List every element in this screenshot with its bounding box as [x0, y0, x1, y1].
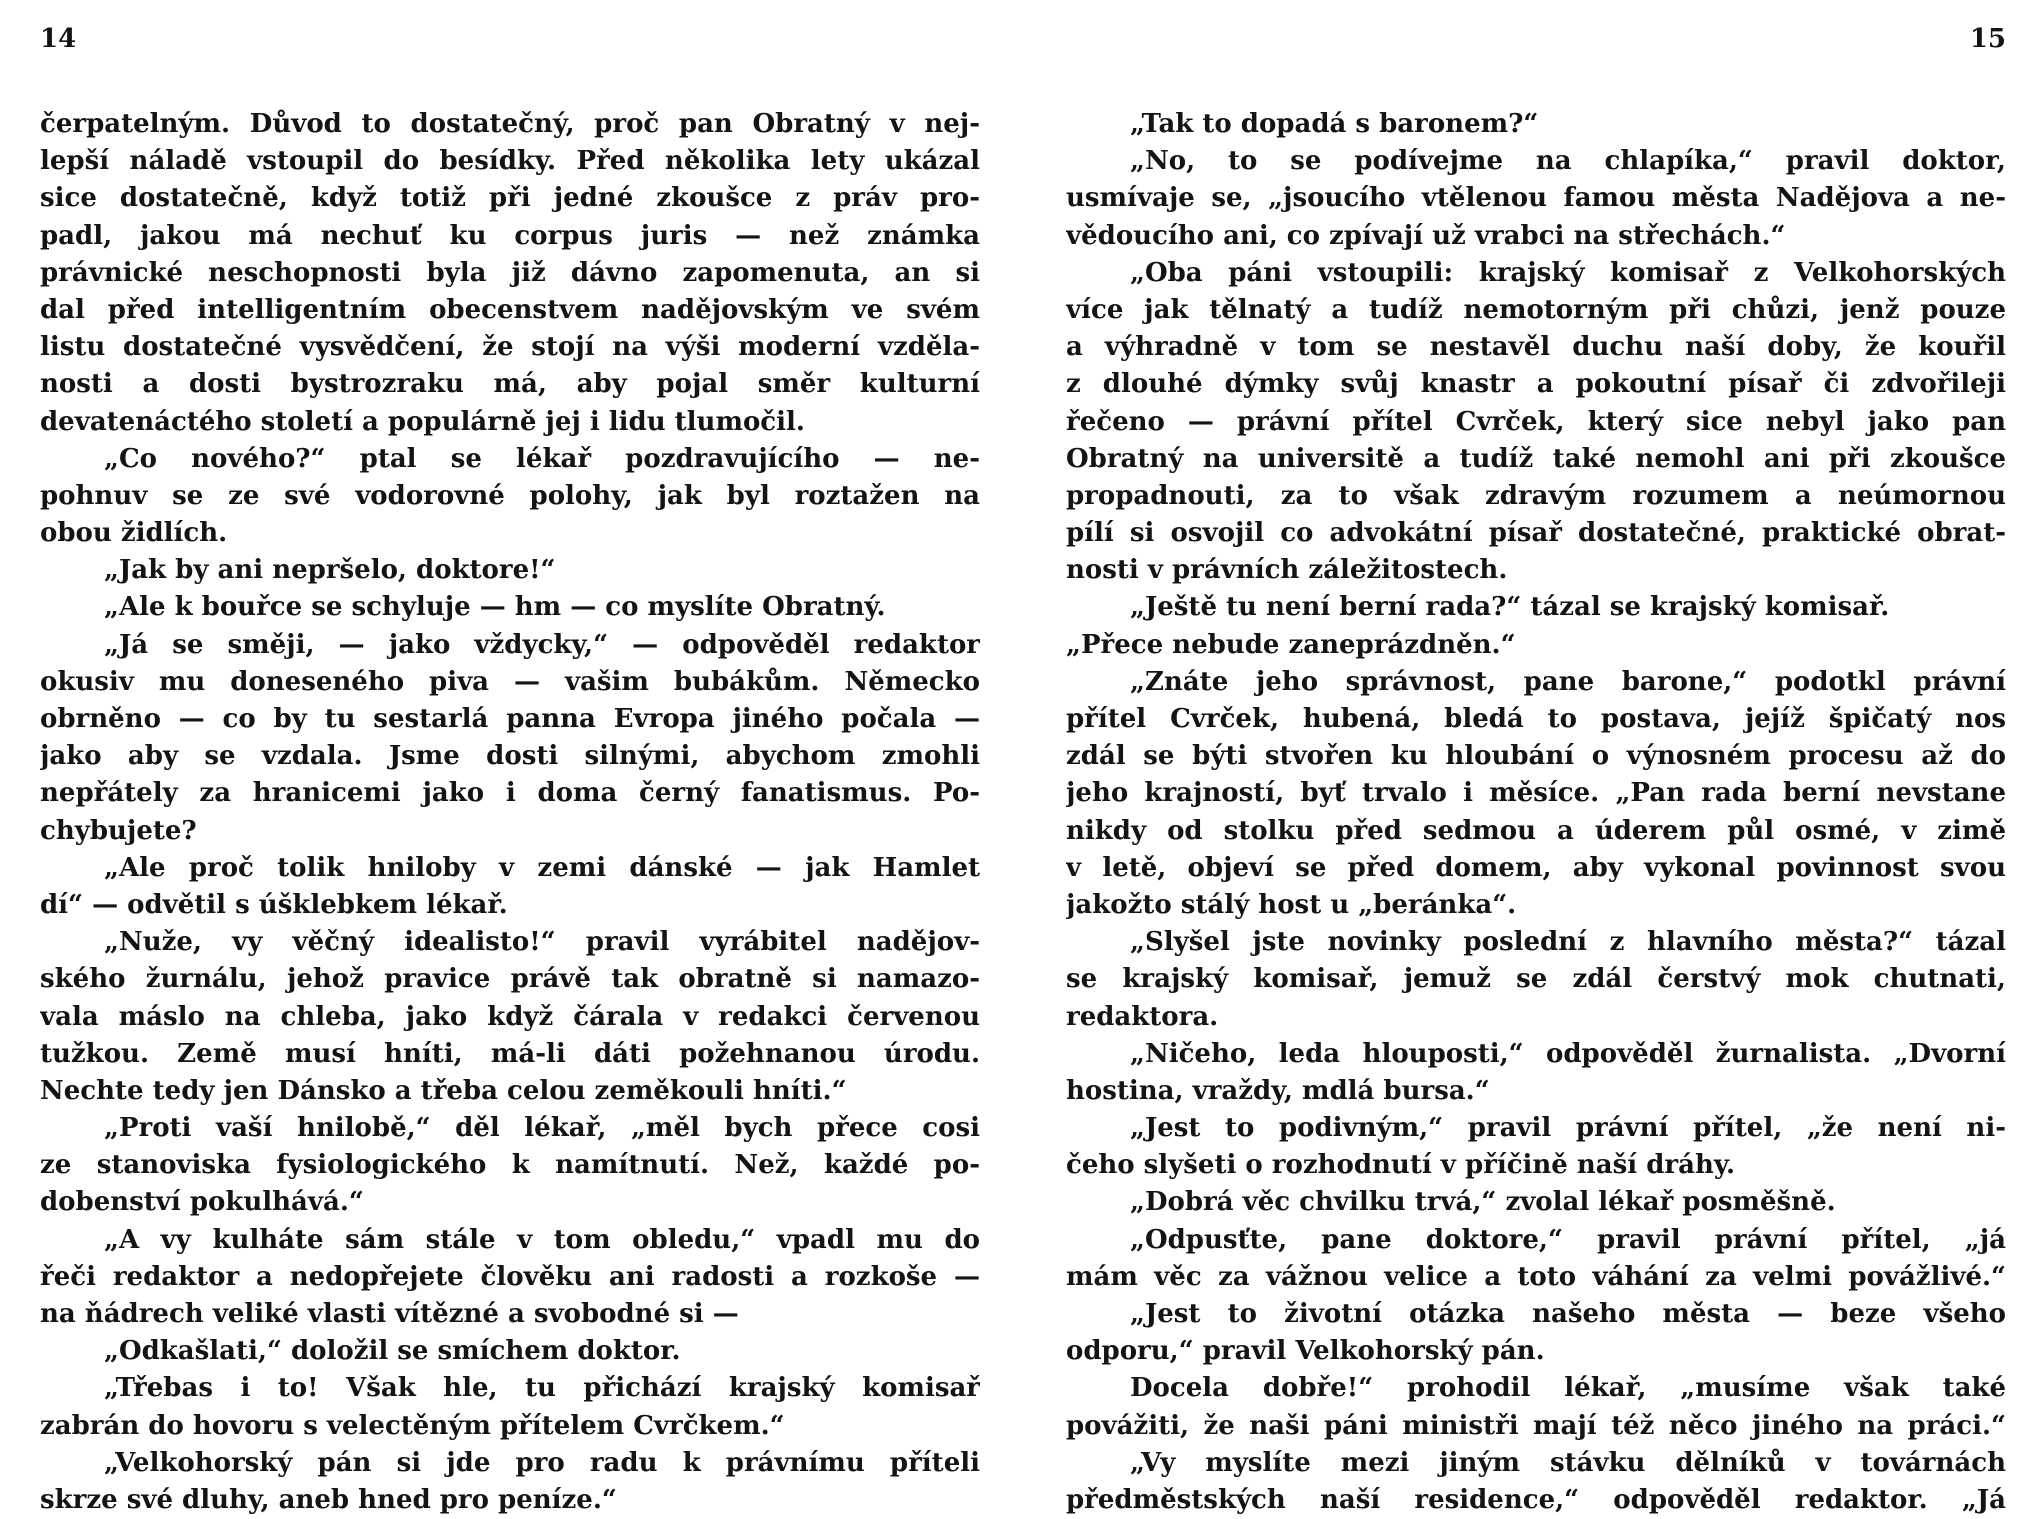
text-line: řečeno — právní přítel Cvrček, který sice nebyl jako pan: [1066, 406, 2006, 437]
text-line: mám věc za vážnou velice a toto váhání za velmi povážlivé.“: [1066, 1261, 2006, 1292]
text-line: zabrán do hovoru s velectěným přítelem Cvrčkem.“: [40, 1410, 785, 1441]
text-line: „Třebas i to! Však hle, tu přichází krajský komisař: [104, 1373, 980, 1404]
text-line: „Tak to dopadá s baronem?“: [1130, 109, 1539, 139]
text-line: nosti v právních záležitostech.: [1066, 555, 1508, 586]
text-line: Obratný na universitě a tudíž také nemohl ani při zkoušce: [1066, 443, 2006, 474]
text-line: „Ale proč tolik hniloby v zemi dánské — jak Hamlet: [104, 852, 980, 883]
text-line: „Oba páni vstoupili: krajský komisař z Velkohorských: [1130, 257, 2006, 288]
text-line: jeho krajností, byť trvalo i měsíce. „Pan rada berní nevstane: [1066, 778, 2006, 809]
text-line: redaktora.: [1066, 1001, 1219, 1032]
text-line: „Vy myslíte mezi jiným stávku dělníků v továrnách: [1130, 1447, 2006, 1478]
text-line: „Odkašlati,“ doložil se smíchem doktor.: [104, 1336, 681, 1367]
text-line: vala máslo na chleba, jako když čárala v redakci červenou: [40, 1001, 980, 1032]
text-line: „Ještě tu není berní rada?“ tázal se krajský komisař.: [1130, 592, 1890, 623]
page-text: [1066, 106, 2006, 1519]
text-line: „No, to se podívejme na chlapíka,“ pravil doktor,: [1130, 146, 2006, 177]
text-line: sice dostatečně, když totiž při jedné zkoušce z práv pro-: [40, 183, 980, 214]
page-number: 15: [1969, 24, 2006, 54]
text-line: propadnouti, za to však zdravým rozumem a neúmornou: [1066, 480, 2006, 511]
text-line: okusiv mu doneseného piva — vašim bubákům. Německo: [40, 666, 980, 697]
text-line: jakožto stálý host u „beránka“.: [1066, 889, 1517, 920]
text-line: ského žurnálu, jehož pravice právě tak obratně si namazo-: [40, 964, 980, 995]
text-line: dobenství pokulhává.“: [40, 1187, 364, 1218]
text-line: povážiti, že naši páni ministři mají též něco jiného na práci.“: [1066, 1410, 2006, 1441]
left-page: [40, 0, 980, 1515]
text-line: „Znáte jeho správnost, pane barone,“ podotkl právní: [1130, 666, 2006, 697]
text-line: lepší náladě vstoupil do besídky. Před několika lety ukázal: [40, 146, 980, 177]
page-text: [40, 106, 980, 1519]
text-line: pílí si osvojil co advokátní písař dostatečné, praktické obrat-: [1066, 518, 2006, 549]
text-line: „Přece nebude zaneprázdněn.“: [1066, 629, 1516, 660]
text-line: řeči redaktor a nedopřejete člověku ani radosti a rozkoše —: [40, 1261, 980, 1292]
text-line: v letě, objeví se před domem, aby vykonal povinnost svou: [1066, 852, 2006, 883]
text-line: „Slyšel jste novinky poslední z hlavního města?“ tázal: [1130, 927, 2006, 958]
text-line: skrze své dluhy, aneb hned pro peníze.“: [40, 1484, 617, 1515]
text-line: vědoucího ani, co zpívají už vrabci na střechách.“: [1066, 220, 1786, 251]
text-line: „Jak by ani nepršelo, doktore!“: [104, 555, 556, 586]
text-line: přítel Cvrček, hubená, bledá to postava, jejíž špičatý nos: [1066, 704, 2006, 734]
text-line: hostina, vraždy, mdlá bursa.“: [1066, 1075, 1490, 1106]
text-line: více jak tělnatý a tudíž nemotorným při chůzi, jenž pouze: [1066, 294, 2006, 325]
text-line: na ňádrech veliké vlasti vítězné a svobodné si —: [40, 1299, 739, 1329]
text-line: „Jest to podivným,“ pravil právní přítel, „že není ni-: [1130, 1113, 2006, 1144]
text-line: předměstských naší residence,“ odpověděl redaktor. „Já: [1066, 1484, 2006, 1515]
text-line: dal před intelligentním obecenstvem nadějovským ve svém: [40, 294, 980, 325]
text-line: se krajský komisař, jemuž se zdál čerstvý mok chutnati,: [1066, 964, 2006, 995]
text-line: „Co nového?“ ptal se lékař pozdravujícího — ne-: [104, 443, 980, 474]
text-line: listu dostatečné vysvědčení, že stojí na výši moderní vzděla-: [40, 332, 980, 363]
text-line: dí“ — odvětil s úšklebkem lékař.: [40, 889, 508, 920]
right-page: [1066, 0, 2006, 1515]
text-line: „Nuže, vy věčný idealisto!“ pravil vyrábitel nadějov-: [104, 927, 980, 958]
text-line: „Odpusťte, pane doktore,“ pravil právní přítel, „já: [1130, 1224, 2006, 1255]
text-line: „Ale k bouřce se schyluje — hm — co myslíte Obratný.: [104, 592, 886, 623]
text-line: „Proti vaší hnilobě,“ děl lékař, „měl bych přece cosi: [104, 1113, 980, 1144]
text-line: usmívaje se, „jsoucího vtělenou famou města Nadějova a ne-: [1066, 183, 2006, 214]
text-line: obou židlích.: [40, 518, 228, 549]
text-line: padl, jakou má nechuť ku corpus juris — než známka: [40, 220, 980, 251]
text-line: „Já se směji, — jako vždycky,“ — odpověděl redaktor: [104, 629, 980, 660]
text-line: Docela dobře!“ prohodil lékař, „musíme však také: [1130, 1373, 2006, 1404]
text-line: nosti a dosti bystrozraku má, aby pojal směr kulturní: [40, 369, 980, 400]
text-line: odporu,“ pravil Velkohorský pán.: [1066, 1336, 1545, 1367]
text-line: devatenáctého století a populárně jej i lidu tlumočil.: [40, 406, 805, 437]
text-line: „A vy kulháte sám stále v tom obledu,“ vpadl mu do: [104, 1224, 980, 1255]
text-line: z dlouhé dýmky svůj knastr a pokoutní písař či zdvořileji: [1066, 369, 2006, 400]
text-line: tužkou. Země musí hníti, má-li dáti požehnanou úrodu.: [40, 1038, 980, 1069]
text-line: zdál se býti stvořen ku hloubání o výnosném procesu až do: [1066, 741, 2006, 772]
text-line: „Jest to životní otázka našeho města — beze všeho: [1130, 1299, 2006, 1329]
text-line: a výhradně v tom se nestavěl duchu naší doby, že kouřil: [1066, 332, 2006, 363]
text-line: nikdy od stolku před sedmou a úderem půl osmé, v zimě: [1066, 815, 2006, 846]
page-number: 14: [40, 24, 77, 54]
text-line: obrněno — co by tu sestarlá panna Evropa jiného počala —: [40, 704, 980, 734]
text-line: čeho slyšeti o rozhodnutí v příčině naší dráhy.: [1066, 1150, 1736, 1181]
text-line: jako aby se vzdala. Jsme dosti silnými, abychom zmohli: [40, 741, 980, 772]
text-line: „Velkohorský pán si jde pro radu k právnímu příteli: [104, 1447, 980, 1478]
text-line: „Dobrá věc chvilku trvá,“ zvolal lékař posměšně.: [1130, 1187, 1836, 1218]
text-line: nepřátely za hranicemi jako i doma černý fanatismus. Po-: [40, 778, 980, 809]
text-line: „Ničeho, leda hlouposti,“ odpověděl žurnalista. „Dvorní: [1130, 1038, 2006, 1069]
text-line: ze stanoviska fysiologického k namítnutí. Než, každé po-: [40, 1150, 980, 1181]
text-line: čerpatelným. Důvod to dostatečný, proč pan Obratný v nej-: [40, 109, 980, 139]
text-line: pohnuv se ze své vodorovné polohy, jak byl roztažen na: [40, 480, 980, 511]
text-line: chybujete?: [40, 815, 197, 846]
text-line: právnické neschopnosti byla již dávno zapomenuta, an si: [40, 257, 980, 288]
text-line: Nechte tedy jen Dánsko a třeba celou zeměkouli hníti.“: [40, 1075, 847, 1106]
